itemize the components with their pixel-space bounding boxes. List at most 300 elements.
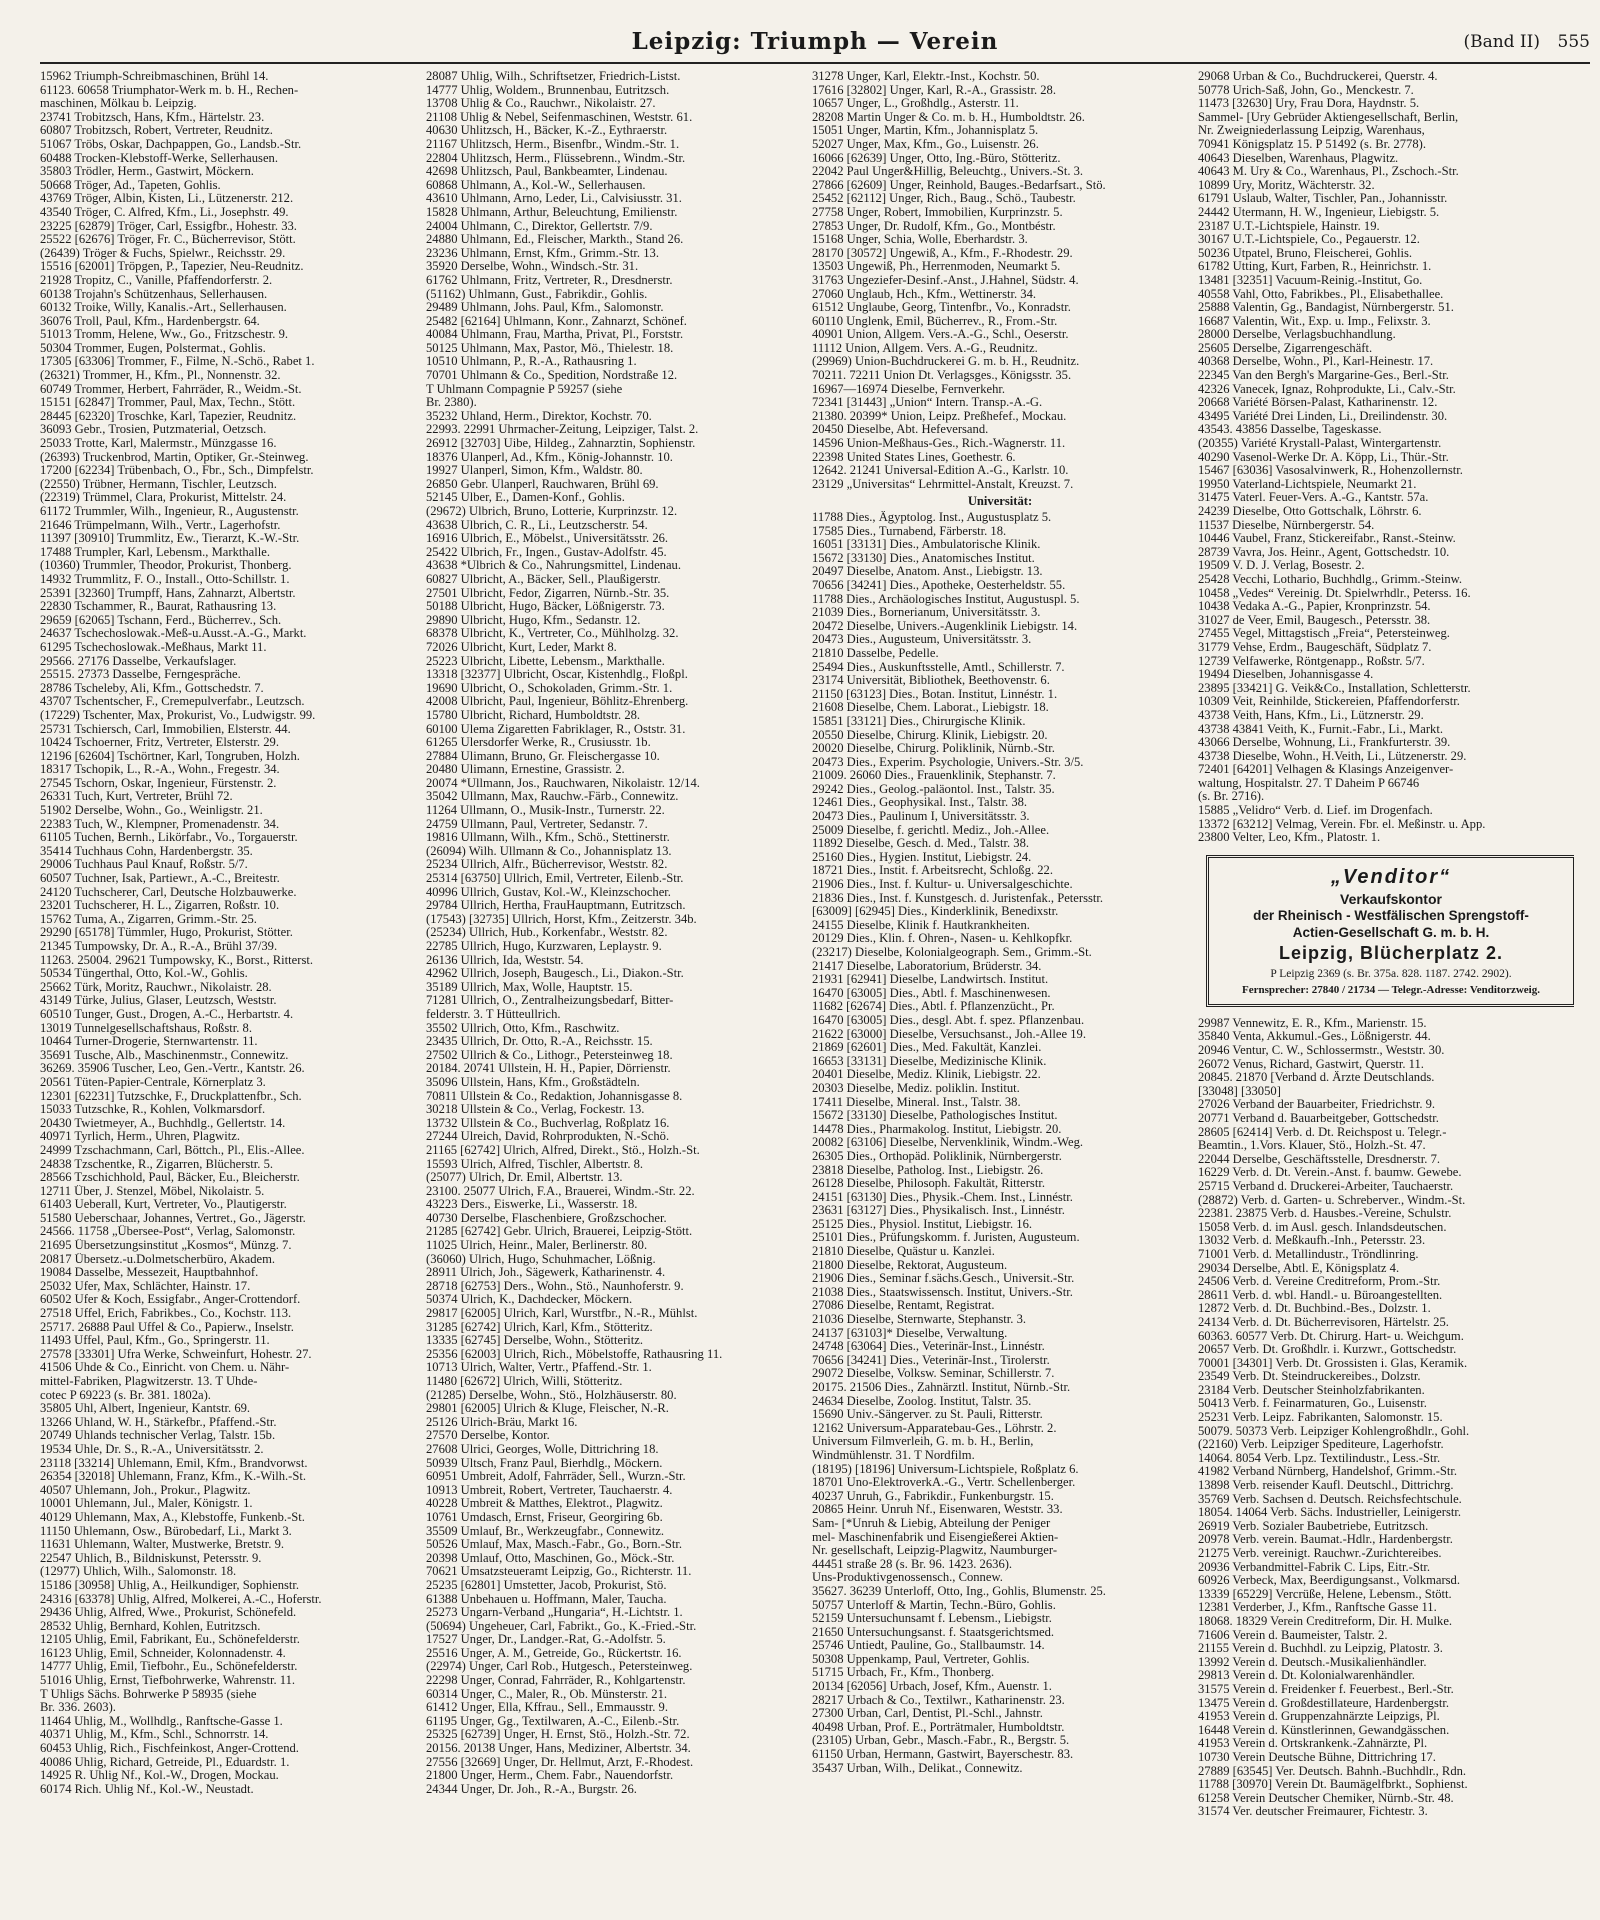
directory-entry: 21650 Untersuchungsanst. f. Staatsgerichtsmed. [812, 1625, 1055, 1639]
directory-entry: 17200 [62234] Trübenbach, O., Fbr., Sch., Dimpfelstr. [40, 464, 314, 478]
directory-entry: 51067 Tröbs, Oskar, Dachpappen, Go., Landsb.-Str. [40, 137, 302, 151]
directory-entry: 44451 straße 28 (s. Br. 96. 1423. 2636). [812, 1557, 1013, 1571]
directory-entry: 11473 [32630] Ury, Frau Dora, Haydnstr. 5. [1198, 97, 1420, 111]
directory-entry: 26331 Tuch, Kurt, Vertreter, Brühl 72. [40, 790, 233, 804]
directory-entry: 20156. 20138 Unger, Hans, Mediziner, Albertstr. 34. [426, 1742, 691, 1756]
directory-entry: 15780 Ulbricht, Richard, Humboldtstr. 28. [426, 708, 641, 722]
directory-entry: 61150 Urban, Hermann, Gastwirt, Bayerschestr. 83. [812, 1748, 1074, 1762]
directory-entry: 71001 Verb. d. Metallindustr., Tröndlinring. [1198, 1247, 1419, 1261]
directory-entry: 72341 [31443] „Union“ Intern. Transp.-A.-G. [812, 396, 1043, 410]
directory-entry: 61265 Ulersdorfer Werke, R., Crusiusstr. 1b. [426, 736, 651, 750]
directory-entry: 25452 [62112] Unger, Rich., Baug., Schö., Taubestr. [812, 192, 1076, 206]
directory-entry: 70941 Königsplatz 15. P 51492 (s. Br. 2778). [1198, 137, 1426, 151]
directory-entry: 60453 Uhlig, Rich., Fischfeinkost, Anger-Crottend. [40, 1742, 299, 1756]
page-title: Leipzig: Triumph — Verein [631, 28, 999, 55]
directory-entry: 27455 Vegel, Mittagstisch „Freia“, Petersteinweg. [1198, 627, 1450, 641]
directory-entry: 70811 Ullstein & Co., Redaktion, Johannisgasse 8. [426, 1089, 683, 1103]
directory-entry: 28445 [62320] Troschke, Karl, Tapezier, Reudnitz. [40, 409, 297, 423]
directory-entry: 41953 Verein d. Ortskrankenk.-Zahnärzte, Pl. [1198, 1737, 1428, 1751]
directory-entry: 20845. 21870 [Verband d. Ärzte Deutschlands. [1198, 1071, 1435, 1085]
directory-entry: 29813 Verein d. Dt. Kolonialwarenhändler. [1198, 1669, 1415, 1683]
directory-entry: (25077) Ulrich, Dr. Emil, Albertstr. 13. [426, 1171, 623, 1185]
directory-entry: 10713 Ulrich, Walter, Vertr., Pfaffend.-Str. 1. [426, 1361, 652, 1375]
directory-entry: 19690 Ulbricht, O., Schokoladen, Grimm.-Str. 1. [426, 681, 673, 695]
directory-entry: 29987 Vennewitz, E. R., Kfm., Marienstr. 15. [1198, 1016, 1427, 1030]
directory-entry: 11112 Union, Allgem. Vers. A.-G., Reudnitz. [812, 341, 1038, 355]
directory-entry: 11025 Ulrich, Heinr., Maler, Berlinerstr. 80. [426, 1239, 648, 1253]
venditor-advertisement [1206, 855, 1574, 1007]
directory-entry: 20480 Ulimann, Ernestine, Grassistr. 2. [426, 763, 625, 777]
directory-entry: 11397 [30910] Trummlitz, Ew., Tierarzt, K.-W.-Str. [40, 532, 300, 546]
directory-entry: 61295 Tschechoslowak.-Meßhaus, Markt 11. [40, 640, 267, 654]
directory-entry: 11464 Uhlig, M., Wollhdlg., Ranftsche-Gasse 1. [40, 1714, 283, 1728]
directory-entry: 20749 Uhlands technischer Verlag, Talstr. 15b. [40, 1429, 276, 1443]
directory-entry: 15467 [63036] Vasosalvinwerk, R., Hohenzollernstr. [1198, 464, 1463, 478]
directory-entry: 21695 Übersetzungsinstitut „Kosmos“, Münzg. 7. [40, 1239, 292, 1253]
directory-entry: 23118 [33214] Uhlemann, Emil, Kfm., Brandvorwst. [40, 1456, 308, 1470]
directory-entry: 19534 Uhle, Dr. S., R.-A., Universitätsstr. 2. [40, 1442, 264, 1456]
directory-entry: 35232 Uhland, Herm., Direktor, Kochstr. 70. [426, 409, 652, 423]
directory-entry: 27244 Ulreich, David, Rohrprodukten, N.-Schö. [426, 1130, 670, 1144]
directory-entry: 25662 Türk, Moritz, Rauchwr., Nikolaistr. 28. [40, 980, 272, 994]
directory-entry: 60488 Trocken-Klebstoff-Werke, Sellerhausen. [40, 151, 278, 165]
directory-entry: 23129 „Universitas“ Lehrmittel-Anstalt, Kreuzst. 7. [812, 477, 1074, 491]
directory-entry: 21836 Dies., Inst. f. Kunstgesch. d. Juristenfak., Petersstr. [812, 891, 1104, 905]
directory-entry: Windmühlenstr. 31. T Nordfilm. [812, 1448, 975, 1462]
directory-entry: 25746 Untiedt, Pauline, Go., Stallbaumstr. 14. [812, 1639, 1045, 1653]
directory-entry: 24316 [63378] Uhlig, Alfred, Molkerei, A.-C., Hoferstr. [40, 1592, 322, 1606]
directory-entry: 43738 43841 Veith, K., Furnit.-Fabr., Li., Markt. [1198, 722, 1443, 736]
directory-entry: Nr. Zweigniederlassung Leipzig, Warenhaus, [1198, 124, 1425, 138]
directory-entry: 61782 Utting, Kurt, Farben, R., Heinrichstr. 1. [1198, 260, 1432, 274]
directory-entry: 13335 [62745] Derselbe, Wohn., Stötteritz. [426, 1334, 644, 1348]
directory-entry: 11631 Uhlemann, Walter, Mustwerke, Bretstr. 9. [40, 1538, 285, 1552]
directory-entry: 16967—16974 Dieselbe, Fernverkehr. [812, 382, 1006, 396]
directory-entry: 50413 Verb. f. Feinarmaturen, Go., Luisenstr. [1198, 1397, 1427, 1411]
directory-entry: 52027 Unger, Max, Kfm., Go., Luisenstr. 26. [812, 137, 1039, 151]
directory-entry: (22160) Verb. Leipziger Spediteure, Lagerhofstr. [1198, 1438, 1444, 1452]
directory-entry: Nr. gesellschaft, Leipzig-Plagwitz, Naumburger- [812, 1544, 1058, 1558]
directory-entry: 22345 Van den Bergh's Margarine-Ges., Berl.-Str. [1198, 369, 1449, 383]
directory-entry: 28208 Martin Unger & Co. m. b. H., Humboldtstr. 26. [812, 110, 1085, 124]
ad-postal: P Leipzig 2369 (s. Br. 375a. 828. 1187. 2742. 2902). [1270, 967, 1512, 980]
directory-entry: 15672 [33130] Dieselbe, Pathologisches Institut. [812, 1109, 1058, 1123]
directory-entry: 19494 Dieselben, Johannisgasse 4. [1198, 668, 1374, 682]
directory-entry: 20472 Dieselbe, Univers.-Augenklinik Liebigstr. 14. [812, 619, 1078, 633]
directory-entry: 10458 „Vedes“ Vereinig. Dt. Spielwrhdlr., Peterss. 16. [1198, 586, 1471, 600]
directory-entry: 40237 Unruh, G., Fabrikdir., Funkenburgstr. 15. [812, 1489, 1054, 1503]
directory-entry: 16066 [62639] Unger, Otto, Ing.-Büro, Stötteritz. [812, 151, 1061, 165]
directory-entry: 24120 Tuchscherer, Carl, Deutsche Holzbauwerke. [40, 885, 297, 899]
directory-entry: (22319) Trümmel, Clara, Prokurist, Mittelstr. 24. [40, 491, 287, 505]
directory-entry: 35627. 36239 Unterloff, Otto, Ing., Gohlis, Blumenstr. 25. [812, 1584, 1106, 1598]
directory-entry: 60507 Tuchner, Isak, Partiewr., A.-C., Breitestr. [40, 872, 280, 886]
ad-company-line2: Actien-Gesellschaft G. m. b. H. [1292, 924, 1490, 940]
directory-entry: 42962 Ullrich, Joseph, Baugesch., Li., Diakon.-Str. [426, 967, 684, 981]
directory-entry: 23741 Trobitzsch, Hans, Kfm., Härtelstr. 23. [40, 110, 265, 124]
directory-entry: (51162) Uhlmann, Gust., Fabrikdir., Gohlis. [426, 287, 648, 301]
directory-entry: 40498 Urban, Prof. E., Porträtmaler, Humboldtstr. [812, 1720, 1065, 1734]
directory-entry: 29436 Uhlig, Alfred, Wwe., Prokurist, Schönefeld. [40, 1606, 297, 1620]
directory-entry: 13266 Uhland, W. H., Stärkefbr., Pfaffend.-Str. [40, 1415, 277, 1429]
directory-entry: 60110 Unglenk, Emil, Bücherrev., R., From.-Str. [812, 314, 1058, 328]
directory-entry: 12196 [62604] Tschörtner, Karl, Tongruben, Holzh. [40, 749, 300, 763]
directory-entry: 25715 Verband d. Druckerei-Arbeiter, Tauchaerstr. [1198, 1179, 1454, 1193]
directory-entry: 22044 Derselbe, Geschäftsstelle, Dresdnerstr. 7. [1198, 1152, 1441, 1166]
directory-entry: 42008 Ulbricht, Paul, Ingenieur, Böhlitz-Ehrenberg. [426, 695, 689, 709]
directory-entry: 15690 Univ.-Sängerver. zu St. Pauli, Ritterstr. [812, 1408, 1043, 1422]
directory-entry: 43769 Tröger, Albin, Kisten, Li., Lützenerstr. 212. [40, 192, 294, 206]
directory-entry: 10510 Uhlmann, P., R.-A., Rathausring 1. [426, 355, 637, 369]
directory-entry: 20771 Verband d. Bauarbeitgeber, Gottschedstr. [1198, 1112, 1439, 1125]
directory-entry: 13992 Verein d. Deutsch.-Musikalienhändler. [1198, 1655, 1427, 1669]
directory-entry: 14932 Trummlitz, F. O., Install., Otto-Schillstr. 1. [40, 572, 290, 586]
directory-entry: 27086 Dieselbe, Rentamt, Registrat. [812, 1299, 995, 1313]
directory-entry: 22298 Unger, Conrad, Fahrräder, R., Kohlgartenstr. [426, 1674, 686, 1688]
directory-entry: 31779 Vehse, Erdm., Baugeschäft, Südplatz 7. [1198, 640, 1432, 654]
directory-entry: 27300 Urban, Carl, Dentist, Pl.-Schl., Jahnstr. [812, 1707, 1043, 1721]
directory-entry: (29969) Union-Buchdruckerei G. m. b. H., Reudnitz. [812, 355, 1080, 369]
directory-entry: 43638 *Ulbrich & Co., Nahrungsmittel, Lindenau. [426, 559, 681, 573]
directory-entry: Universum Filmverleih, G. m. b. H., Berlin, [812, 1435, 1034, 1449]
directory-entry: 15033 Tutzschke, R., Kohlen, Volkmarsdorf. [40, 1103, 266, 1117]
directory-entry: 15762 Tuma, A., Zigarren, Grimm.-Str. 25. [40, 912, 257, 926]
directory-entry: 25605 Derselbe, Zigarrengeschäft. [1198, 341, 1373, 355]
directory-entry: 29072 Dieselbe, Volksw. Seminar, Schillerstr. 7. [812, 1367, 1055, 1381]
directory-entry: 50526 Umlauf, Max, Masch.-Fabr., Go., Born.-Str. [426, 1538, 683, 1552]
directory-entry: 20497 Dieselbe, Anatom. Anst., Liebigstr. 13. [812, 565, 1043, 579]
directory-entry: 15151 [62847] Trommer, Paul, Max, Techn., Stött. [40, 396, 296, 410]
directory-entry: 20450 Dieselbe, Abt. Hefeversand. [812, 423, 989, 437]
directory-entry: (22550) Trübner, Hermann, Tischler, Leutzsch. [40, 477, 277, 491]
directory-entry: 61258 Verein Deutscher Chemiker, Nürnb.-Str. 48. [1198, 1791, 1454, 1805]
directory-entry: 22804 Uhlitzsch, Herm., Flüssebrenn., Windm.-Str. [426, 151, 686, 165]
directory-entry: 10730 Verein Deutsche Bühne, Dittrichring 17. [1198, 1750, 1436, 1764]
directory-entry: 12642. 21241 Universal-Edition A.-G., Karlstr. 10. [812, 464, 1069, 478]
directory-entry: 16051 [33131] Dies., Ambulatorische Klinik. [812, 538, 1041, 552]
directory-entry: 50079. 50373 Verb. Leipziger Kohlengroßhdlr., Gohl. [1198, 1424, 1470, 1438]
directory-entry: 21608 Dieselbe, Chem. Laborat., Liebigstr. 18. [812, 701, 1049, 715]
directory-entry: (26393) Truckenbrod, Martin, Optiker, Gr.-Steinweg. [40, 450, 309, 464]
directory-entry: 20817 Übersetz.-u.Dolmetscherbüro, Akadem. [40, 1252, 276, 1266]
directory-entry: 17616 [32802] Unger, Karl, R.-A., Grassistr. 28. [812, 83, 1056, 97]
directory-entry: 24999 Tzschachmann, Carl, Böttch., Pl., Elis.-Allee. [40, 1143, 305, 1157]
directory-entry: Sam- [*Unruh & Liebig, Abteilung der Peniger [812, 1516, 1051, 1530]
directory-entry: 26354 [32018] Uhlemann, Franz, Kfm., K.-Wilh.-St. [40, 1470, 307, 1484]
directory-entry: 21810 Dasselbe, Pedelle. [812, 646, 939, 660]
directory-entry: 27853 Unger, Dr. Rudolf, Kfm., Go., Montbéstr. [812, 219, 1056, 233]
directory-entry: 16470 [63005] Dies., Abtl. f. Maschinenwesen. [812, 986, 1051, 1000]
directory-entry: 13475 Verein d. Großdestillateure, Hardenbergstr. [1198, 1696, 1449, 1710]
directory-entry: 61403 Ueberall, Kurt, Vertreter, Vo., Plautigerstr. [40, 1198, 287, 1212]
directory-entry: 35803 Trödler, Herm., Gastwirt, Möckern. [40, 165, 254, 179]
directory-entry: 43707 Tschentscher, F., Cremepulverfabr., Leutzsch. [40, 695, 305, 709]
directory-entry: 22993. 22991 Uhrmacher-Zeitung, Leipziger, Talst. 2. [426, 423, 699, 437]
directory-entry: 40996 Ullrich, Gustav, Kol.-W., Kleinzschocher. [426, 885, 671, 899]
directory-entry: 35414 Tuchhaus Cohn, Hardenbergstr. 35. [40, 844, 253, 858]
column-4 [1198, 70, 1574, 1910]
directory-entry: 27026 Verband der Bauarbeiter, Friedrichstr. 9. [1198, 1098, 1436, 1112]
directory-entry: 29290 [65178] Tümmler, Hugo, Prokurist, Stötter. [40, 926, 293, 940]
directory-entry: 51902 Derselbe, Wohn., Go., Weinligstr. 21. [40, 804, 263, 818]
directory-entry: 21380. 20399* Union, Leipz. Preßhefef., Mockau. [812, 409, 1067, 423]
directory-entry: 13032 Verb. d. Meßkaufh.-Inh., Petersstr. 23. [1198, 1234, 1426, 1248]
directory-entry: 17411 Dieselbe, Mineral. Inst., Talstr. 38. [812, 1095, 1021, 1109]
directory-entry: 41982 Verband Nürnberg, Handelshof, Grimm.-Str. [1198, 1465, 1458, 1479]
directory-entry: 60749 Trommer, Herbert, Fahrräder, R., Weidm.-St. [40, 382, 302, 396]
directory-entry: 26128 Dieselbe, Philosoph. Fakultät, Ritterstr. [812, 1177, 1045, 1191]
directory-entry: [33048] [33050] [1198, 1084, 1281, 1098]
directory-entry: 60827 Ulbricht, A., Bäcker, Sell., Plaußigerstr. [426, 572, 661, 586]
directory-entry: (23217) Dieselbe, Kolonialgeograph. Sem., Grimm.-St. [812, 946, 1092, 959]
directory-entry: 25126 Ulrich-Bräu, Markt 16. [426, 1415, 578, 1429]
directory-entry: 25516 Unger, A. M., Getreide, Go., Rückertstr. 16. [426, 1646, 682, 1660]
directory-entry: 25422 Ulbrich, Fr., Ingen., Gustav-Adolfstr. 45. [426, 545, 667, 559]
column-1 [40, 70, 416, 1910]
directory-entry: 43223 Ders., Eiswerke, Li., Wasserstr. 18. [426, 1198, 638, 1212]
directory-entry: 50778 Urich-Saß, John, Go., Menckestr. 7. [1198, 83, 1414, 97]
directory-entry: 23800 Velter, Leo, Kfm., Platostr. 1. [1198, 831, 1381, 845]
directory-entry: 21417 Dieselbe, Laboratorium, Brüderstr. 34. [812, 959, 1042, 973]
directory-entry: 21906 Dies., Seminar f.sächs.Gesch., Universit.-Str. [812, 1272, 1075, 1286]
directory-entry: 15051 Unger, Martin, Kfm., Johannisplatz 5. [812, 124, 1039, 138]
directory-entry: 19084 Dasselbe, Messezeit, Hauptbahnhof. [40, 1266, 259, 1280]
directory-entry: 29489 Uhlmann, Johs. Paul, Kfm., Salomonstr. [426, 301, 664, 315]
directory-entry: 21646 Trümpelmann, Wilh., Vertr., Lagerhofstr. [40, 518, 281, 532]
directory-entry: (21285) Derselbe, Wohn., Stö., Holzhäuserstr. 80. [426, 1388, 677, 1402]
directory-entry: 20473 Dies., Paulinum I, Universitätsstr. 3. [812, 810, 1030, 824]
directory-entry: 25033 Trotte, Karl, Malermstr., Münzgasse 16. [40, 437, 277, 451]
directory-entry: 15168 Unger, Schia, Wolle, Eberhardstr. 3. [812, 233, 1028, 247]
directory-entry: 61172 Trummler, Wilh., Ingenieur, R., Augustenstr. [40, 505, 299, 518]
directory-entry: 27545 Tschorn, Oskar, Ingenieur, Fürstenstr. 2. [40, 776, 277, 790]
directory-entry: 20430 Twietmeyer, A., Buchhdlg., Gellertstr. 14. [40, 1116, 286, 1130]
directory-entry: 60174 Rich. Uhlig Nf., Kol.-W., Neustadt. [40, 1782, 254, 1796]
directory-entry: 30218 Ullstein & Co., Verlag, Fockestr. 13. [426, 1103, 645, 1117]
directory-entry: 26912 [32703] Uibe, Hildeg., Zahnarztin, Sophienstr. [426, 437, 696, 451]
directory-entry: 11150 Uhlemann, Osw., Bürobedarf, Li., Markt 3. [40, 1524, 292, 1538]
directory-entry: 29801 [62005] Ulrich & Kluge, Fleischer, N.-R. [426, 1402, 669, 1416]
directory-entry: 52145 Ulber, E., Damen-Konf., Gohlis. [426, 491, 625, 505]
directory-entry: 40558 Vahl, Otto, Fabrikbes., Pl., Elisabethallee. [1198, 287, 1444, 301]
directory-entry: 10913 Umbreit, Robert, Vertreter, Tauchaerstr. 4. [426, 1483, 673, 1497]
directory-entry: 23187 U.T.-Lichtspiele, Hainstr. 19. [1198, 219, 1380, 233]
directory-entry: 25234 Ullrich, Alfr., Bücherrevisor, Weststr. 82. [426, 858, 668, 872]
directory-entry: 43610 Uhlmann, Arno, Leder, Li., Calvisiusstr. 31. [426, 192, 682, 206]
directory-entry: 20303 Dieselbe, Mediz. poliklin. Institut. [812, 1081, 1020, 1095]
directory-entry: 25273 Ungarn-Verband „Hungaria“, H.-Lichtstr. 1. [426, 1606, 683, 1620]
directory-entry: 20401 Dieselbe, Mediz. Klinik, Liebigstr. 22. [812, 1068, 1041, 1082]
directory-entry: 40643 M. Ury & Co., Warenhaus, Pl., Zschoch.-Str. [1198, 165, 1459, 179]
ad-name: „Venditor“ [1330, 865, 1452, 888]
directory-entry: 28566 Tzschichhold, Paul, Bäcker, Eu., Bleicherstr. [40, 1171, 300, 1185]
directory-entry: 40129 Uhlemann, Max, A., Klebstoffe, Funkenb.-St. [40, 1510, 305, 1524]
directory-entry: 25231 Verb. Leipz. Fabrikanten, Salomonstr. 15. [1198, 1411, 1443, 1425]
directory-entry: 24239 Dieselbe, Otto Gottschalk, Löhrstr. 6. [1198, 505, 1422, 518]
directory-entry: 61791 Uslaub, Walter, Tischler, Pan., Johannisstr. [1198, 192, 1448, 206]
directory-entry: 27889 [63545] Ver. Deutsch. Bahnh.-Buchhdlr., Rdn. [1198, 1764, 1467, 1778]
directory-entry: 23201 Tuchscherer, H. L., Zigarren, Roßstr. 10. [40, 899, 280, 913]
directory-entry: waltung, Hospitalstr. 27. T Daheim P 66746 [1198, 776, 1420, 790]
directory-entry: felderstr. 3. T Hütteullrich. [426, 1007, 561, 1021]
directory-entry: 40228 Umbreit & Matthes, Elektrot., Plagwitz. [426, 1497, 663, 1511]
directory-entry: 20657 Verb. Dt. Großhdlr. i. Kurzwr., Gottschedstr. [1198, 1343, 1457, 1357]
directory-entry: 18376 Ulanperl, Ad., Kfm., König-Johannstr. 10. [426, 450, 673, 464]
directory-entry: 11493 Uffel, Paul, Kfm., Go., Springerstr. 11. [40, 1334, 270, 1348]
directory-entry: 29659 [62065] Tschann, Ferd., Bücherrev., Sch. [40, 613, 282, 627]
directory-entry: maschinen, Mölkau b. Leipzig. [40, 97, 197, 111]
directory-entry: 11788 Dies., Archäologisches Institut, Augustuspl. 5. [812, 592, 1080, 606]
directory-entry: 51715 Urbach, Fr., Kfm., Thonberg. [812, 1666, 995, 1680]
directory-entry: 43638 Ulbrich, C. R., Li., Leutzscherstr. 54. [426, 518, 648, 532]
directory-entry: 23549 Verb. Dt. Steindruckereibes., Dolzstr. [1198, 1370, 1421, 1384]
directory-entry: 50939 Ultsch, Franz Paul, Bierhdlg., Möckern. [426, 1456, 663, 1470]
directory-entry: 25235 [62801] Umstetter, Jacob, Prokurist, Stö. [426, 1578, 667, 1592]
directory-entry: 13708 Uhlig & Co., Rauchwr., Nikolaistr. 27. [426, 97, 656, 111]
directory-entry: 27501 Ulbricht, Fedor, Zigarren, Nürnb.-Str. 35. [426, 586, 670, 600]
column-2 [426, 70, 802, 1910]
directory-entry: 23225 [62879] Tröger, Carl, Essigfbr., Hohestr. 33. [40, 219, 297, 233]
directory-entry: 22381. 23875 Verb. d. Hausbes.-Vereine, Schulstr. [1198, 1207, 1452, 1221]
directory-entry: (17543) [32735] Ullrich, Horst, Kfm., Zeitzerstr. 34b. [426, 912, 697, 926]
directory-entry: (s. Br. 2716). [1198, 790, 1265, 804]
directory-entry: (50694) Ungeheuer, Carl, Fabrikt., Go., K.-Fried.-Str. [426, 1619, 697, 1633]
directory-entry: mittel-Fabriken, Plagwitzerstr. 13. T Uhde- [40, 1375, 258, 1388]
directory-entry: 51016 Uhlig, Ernst, Tiefbohrwerke, Wahrenstr. 11. [40, 1674, 296, 1688]
directory-entry: 24566. 11758 „Übersee-Post“, Verlag, Salomonstr. [40, 1225, 296, 1239]
directory-entry: 51580 Ueberschaar, Johannes, Vertret., Go., Jägerstr. [40, 1211, 306, 1225]
directory-entry: 25428 Vecchi, Lothario, Buchhdlg., Grimm.-Steinw. [1198, 572, 1463, 586]
directory-entry: mel- Maschinenfabrik und Eisengießerei Aktien- [812, 1530, 1059, 1544]
directory-entry: 29817 [62005] Ulrich, Karl, Wurstfbr., N.-R., Mühlst. [426, 1307, 698, 1321]
directory-entry: 12105 Uhlig, Emil, Fabrikant, Eu., Schönefelderstr. [40, 1633, 300, 1647]
directory-entry: 21285 [62742] Gebr. Ulrich, Brauerei, Leipzig-Stött. [426, 1225, 693, 1239]
directory-entry: 10309 Veit, Reinhilde, Stickereien, Pfaffendorferstr. [1198, 695, 1460, 709]
directory-entry: (17229) Tschenter, Max, Prokurist, Vo., Ludwigstr. 99. [40, 708, 316, 722]
directory-entry: 12739 Velfawerke, Röntgenapp., Roßstr. 5/7. [1198, 654, 1425, 668]
directory-entry: 31475 Vaterl. Feuer-Vers. A.-G., Kantstr. 57a. [1198, 491, 1429, 505]
directory-entry: 60951 Umbreit, Adolf, Fahrräder, Sell., Wurzn.-Str. [426, 1470, 686, 1484]
directory-entry: 10438 Vedaka A.-G., Papier, Kronprinzstr. 54. [1198, 600, 1431, 614]
directory-entry: 30167 U.T.-Lichtspiele, Co., Pegauerstr. 12. [1198, 233, 1420, 247]
directory-entry: 60132 Troike, Willy, Kanalis.-Art., Sellerhausen. [40, 301, 287, 315]
directory-entry: 70656 [34241] Dies., Apotheke, Oesterheldstr. 55. [812, 578, 1066, 592]
directory-entry: 20398 Umlauf, Otto, Maschinen, Go., Möck.-Str. [426, 1551, 675, 1565]
directory-entry: 72026 Ulbricht, Kurt, Leder, Markt 8. [426, 640, 617, 654]
directory-entry: 16916 Ulbrich, E., Möbelst., Universitätsstr. 26. [426, 532, 669, 546]
directory-entry: 43540 Tröger, C. Alfred, Kfm., Li., Josephstr. 49. [40, 205, 289, 219]
directory-entry: 13503 Ungewiß, Ph., Herrenmoden, Neumarkt 5. [812, 260, 1061, 274]
directory-entry: (26439) Tröger & Fuchs, Spielwr., Reichsstr. 29. [40, 246, 286, 260]
directory-entry: 28786 Tscheleby, Ali, Kfm., Gottschedstr. 7. [40, 681, 264, 695]
directory-entry: 28087 Uhlig, Wilh., Schriftsetzer, Friedrich-Listst. [426, 70, 681, 83]
directory-entry: 25731 Tschiersch, Carl, Immobilien, Elsterstr. 44. [40, 722, 291, 736]
directory-entry: 28217 Urbach & Co., Textilwr., Katharinenstr. 23. [812, 1693, 1065, 1707]
directory-entry: 24880 Uhlmann, Ed., Fleischer, Markth., Stand 26. [426, 233, 684, 247]
directory-entry: 20550 Dieselbe, Chirurg. Klinik, Liebigstr. 20. [812, 728, 1048, 742]
directory-entry: 50668 Tröger, Ad., Tapeten, Gohlis. [40, 178, 221, 192]
directory-entry: 23435 Ullrich, Dr. Otto, R.-A., Reichsstr. 15. [426, 1035, 653, 1049]
directory-entry: 61762 Uhlmann, Fritz, Vertreter, R., Dresdnerstr. [426, 273, 673, 287]
directory-entry: 27866 [62609] Unger, Reinhold, Bauges.-Bedarfsart., Stö. [812, 178, 1106, 192]
directory-entry: 61388 Unbehauen u. Hoffmann, Maler, Taucha. [426, 1592, 667, 1606]
directory-entry: 19927 Ulanperl, Simon, Kfm., Waldstr. 80. [426, 464, 643, 478]
directory-entry: 24634 Dieselbe, Zoolog. Institut, Talstr. 35. [812, 1394, 1032, 1408]
directory-entry: 35769 Verb. Sachsen d. Deutsch. Reichsfechtschule. [1198, 1492, 1462, 1506]
directory-entry: 17488 Trumpler, Karl, Lebensm., Markthalle. [40, 545, 270, 559]
directory-entry: 21931 [62941] Dieselbe, Landwirtsch. Institut. [812, 973, 1049, 987]
directory-entry: 50308 Uppenkamp, Paul, Vertreter, Gohlis. [812, 1652, 1030, 1666]
directory-entry: 35509 Umlauf, Br., Werkzeugfabr., Connewitz. [426, 1524, 664, 1538]
directory-entry: 25482 [62164] Uhlmann, Konr., Zahnarzt, Schönef. [426, 314, 687, 328]
directory-entry: 22785 Ullrich, Hugo, Kurzwaren, Leplaystr. 9. [426, 940, 662, 953]
directory-entry: 25391 [32360] Trumpff, Hans, Zahnarzt, Albertstr. [40, 586, 296, 600]
directory-entry: 36269. 35906 Tuscher, Leo, Gen.-Vertr., Kantstr. 26. [40, 1062, 305, 1076]
directory-entry: 50304 Trommer, Eugen, Polstermat., Gohlis. [40, 341, 266, 355]
directory-entry: 24134 Verb. d. Dt. Bücherrevisoren, Härtelstr. 25. [1198, 1315, 1449, 1329]
directory-entry: 23236 Uhlmann, Ernst, Kfm., Grimm.-Str. 13. [426, 246, 659, 260]
directory-entry: 25515. 27373 Dasselbe, Ferngespräche. [40, 668, 241, 682]
directory-entry: 10761 Umdasch, Ernst, Friseur, Georgiring 6b. [426, 1510, 663, 1524]
directory-entry: 13372 [63212] Velmag, Verein. Fbr. el. Meßinstr. u. App. [1198, 817, 1486, 831]
directory-entry: 18054. 14064 Verb. Sächs. Industrieller, Leinigerstr. [1198, 1506, 1461, 1520]
directory-entry: 20668 Variété Börsen-Palast, Katharinenstr. 12. [1198, 396, 1438, 410]
directory-entry: 10446 Vaubel, Franz, Stickereifabr., Ranst.-Steinw. [1198, 532, 1456, 546]
directory-entry: 40901 Union, Allgem. Vers.-A.-G., Schl., Oeserstr. [812, 328, 1069, 342]
directory-entry: 70001 [34301] Verb. Dt. Grossisten i. Glas, Keramik. [1198, 1356, 1468, 1370]
directory-entry: 20946 Ventur, C. W., Schlossermstr., Weststr. 30. [1198, 1044, 1445, 1058]
directory-entry: Beamtin., 1.Vors. Klauer, Stö., Holzh.-St. 47. [1198, 1139, 1426, 1153]
directory-entry: 60510 Tunger, Gust., Drogen, A.-C., Herbartstr. 4. [40, 1007, 294, 1021]
directory-entry: 50534 Tüngerthal, Otto, Kol.-W., Gohlis. [40, 967, 248, 981]
directory-entry: 23184 Verb. Deutscher Steinholzfabrikanten. [1198, 1383, 1425, 1397]
directory-entry: 10001 Uhlemann, Jul., Maler, Königstr. 1. [40, 1497, 253, 1511]
directory-entry: 27060 Unglaub, Hch., Kfm., Wettinerstr. 34. [812, 287, 1037, 301]
directory-entry: 60926 Verbeck, Max, Beerdigungsanst., Volkmarsd. [1198, 1574, 1460, 1588]
directory-entry: 31575 Verein d. Freidenker f. Feuerbest., Berl.-Str. [1198, 1682, 1454, 1696]
directory-entry: 61123. 60658 Triumphator-Werk m. b. H., Rechen- [40, 83, 299, 97]
directory-entry: 14596 Union-Meßhaus-Ges., Rich.-Wagnerstr. 11. [812, 437, 1066, 451]
directory-entry: 50125 Uhlmann, Max, Pastor, Mö., Thielestr. 18. [426, 341, 674, 355]
directory-entry: 70211. 72211 Union Dt. Verlagsges., Königsstr. 35. [812, 369, 1072, 383]
directory-entry: 16470 [63005] Dies., desgl. Abt. f. spez. Pflanzenbau. [812, 1013, 1085, 1027]
directory-entry: 40084 Uhlmann, Frau, Martha, Privat, Pl., Forststr. [426, 328, 684, 342]
directory-entry: 43066 Derselbe, Wohnung, Li., Frankfurterstr. 39. [1198, 736, 1451, 750]
directory-entry: 25717. 26888 Paul Uffel & Co., Papierw., Inselstr. [40, 1320, 294, 1334]
directory-entry: 25356 [62003] Ulrich, Rich., Möbelstoffe, Rathausring 11. [426, 1347, 723, 1361]
directory-entry: 15962 Triumph-Schreibmaschinen, Brühl 14. [40, 70, 269, 83]
directory-entry: 20074 *Ullmann, Jos., Rauchwaren, Nikolaistr. 12/14. [426, 776, 700, 790]
directory-entry: 21345 Tumpowsky, Dr. A., R.-A., Brühl 37/39. [40, 940, 278, 953]
ad-company-line1: der Rheinisch - Westfälischen Sprengstoff- [1253, 907, 1529, 923]
directory-entry: 70701 Uhlmann & Co., Spedition, Nordstraße 12. [426, 369, 678, 383]
directory-entry: 14777 Uhlig, Emil, Tiefbohr., Eu., Schönefelderstr. [40, 1660, 298, 1674]
directory-entry: 15516 [62001] Tröpgen, P., Tapezier, Neu-Reudnitz. [40, 260, 304, 274]
directory-entry: (26094) Wilh. Ullmann & Co., Johannisplatz 13. [426, 844, 672, 858]
page-number: 555 [1557, 32, 1590, 52]
directory-entry: 17585 Dies., Turnabend, Färberstr. 18. [812, 524, 1007, 538]
directory-entry: 11682 [62674] Dies., Abtl. f. Pflanzenzücht., Pr. [812, 1000, 1055, 1014]
directory-entry: 29566. 27176 Dasselbe, Verkaufslager. [40, 654, 237, 668]
directory-entry: 27608 Ulrici, Georges, Wolle, Dittrichring 18. [426, 1442, 659, 1456]
directory-entry: 12872 Verb. d. Dt. Buchbind.-Bes., Dolzstr. 1. [1198, 1302, 1431, 1316]
directory-entry: 31574 Ver. deutscher Freimaurer, Fichtestr. 3. [1198, 1805, 1428, 1819]
directory-entry: 40371 Uhlig, M., Kfm., Schl., Schnorrstr. 14. [40, 1728, 269, 1742]
directory-entry: 40643 Dieselben, Warenhaus, Plagwitz. [1198, 151, 1399, 165]
directory-entry: 24442 Utermann, H. W., Ingenieur, Liebigstr. 5. [1198, 205, 1440, 219]
directory-entry: 15186 [30958] Uhlig, A., Heilkundiger, Sophienstr. [40, 1578, 300, 1592]
directory-entry: 29006 Tuchhaus Paul Knauf, Roßstr. 5/7. [40, 858, 248, 872]
